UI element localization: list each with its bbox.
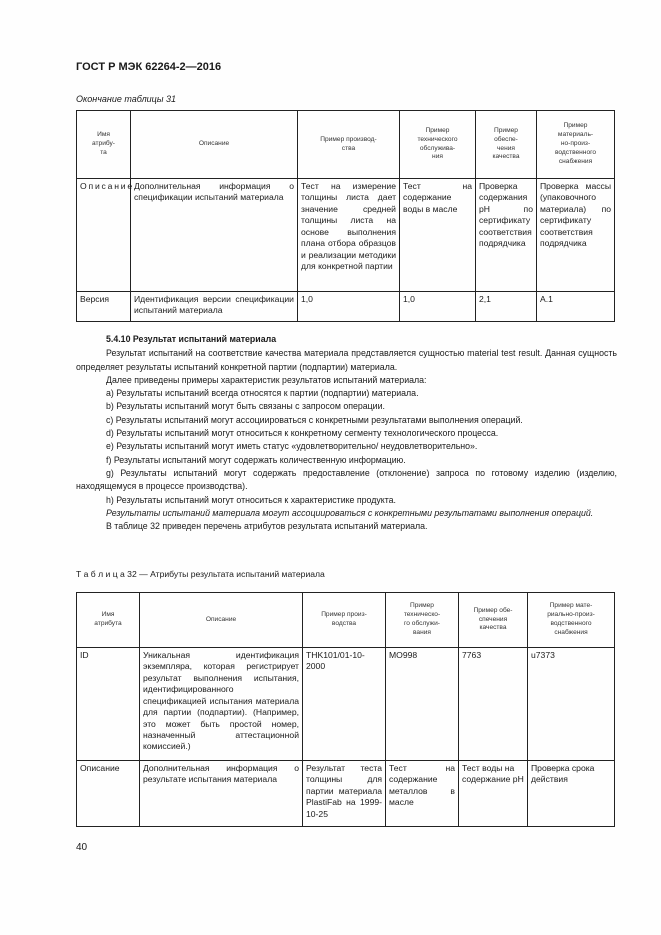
- table31-header-description: Описание: [131, 111, 298, 179]
- list-item: e) Результаты испытаний могут иметь статус «удовлетворительно/ неудовлетворительно».: [106, 441, 478, 452]
- list-item: g) Результаты испытаний могут содержать предоставление (отклонение) запроса по готовому изделию (изделию, находящемуся в процессе производства).: [76, 467, 617, 492]
- cell-description: Уникальная идентификация экземпляра, которая регистрирует результат выполнения испытания, идентифицированного спецификацией испытания материала для партии (подпартии). (Например, это может быть простой номер, назначенный аттестационной комиссией.): [140, 648, 303, 761]
- cell-name: Версия: [77, 292, 131, 322]
- cell-name: Описание: [77, 179, 131, 292]
- list-item: a) Результаты испытаний всегда относятся к партии (подпартии) материала.: [106, 388, 419, 399]
- table32-caption: Т а б л и ц а 32 — Атрибуты результата испытаний материала: [76, 569, 325, 579]
- cell-description: Дополнительная информация о результате испытания материала: [140, 761, 303, 827]
- cell-maintenance: 1,0: [400, 292, 476, 322]
- cell-inventory: Проверка массы (упаковочного материала) по сертификату соответствия подрядчика: [537, 179, 615, 292]
- list-item: h) Результаты испытаний могут относиться к характеристике продукта.: [106, 494, 396, 505]
- document-header: ГОСТ Р МЭК 62264-2—2016: [76, 61, 222, 73]
- table-row: [77, 761, 615, 827]
- section-body: [76, 333, 617, 533]
- paragraph: Результат испытаний на соответствие качества материала представляется сущностью material test result. Данная сущность определяет результаты испытаний конкретной партии (подпартии) материала.: [76, 348, 617, 372]
- table31-header-inventory: Пример материаль- но-произ- водственного снабжения: [537, 111, 615, 179]
- table-row: [77, 648, 615, 761]
- cell-production: Результат теста толщины для партии материала PlastiFab на 1999-10-25: [303, 761, 386, 827]
- cell-production: Тест на измерение толщины листа дает значение средней толщины листа на основе выполнения плана отбора образцов и реализации методики для конкретной партии: [298, 179, 400, 292]
- cell-maintenance: Тест на содержание металлов в масле: [386, 761, 459, 827]
- cell-inventory: u7373: [528, 648, 615, 761]
- table31-header-production: Пример производ- ства: [298, 111, 400, 179]
- cell-quality: 2,1: [476, 292, 537, 322]
- cell-inventory: А.1: [537, 292, 615, 322]
- paragraph: В таблице 32 приведен перечень атрибутов результата испытаний материала.: [106, 521, 428, 532]
- cell-name: ID: [77, 648, 140, 761]
- cell-quality: Проверка содержания pH по сертификату соответствия подрядчика: [476, 179, 537, 292]
- paragraph: Результаты испытаний материала могут ассоциироваться с конкретными результатами выполнения операций.: [106, 507, 594, 518]
- table32-header-quality: Пример обе- спечения качества: [459, 593, 528, 648]
- list-item: d) Результаты испытаний могут относиться к конкретному сегменту технологического процесса.: [106, 428, 499, 439]
- table32-header-description: Описание: [140, 593, 303, 648]
- table-32: [76, 592, 615, 827]
- cell-inventory: Проверка срока действия: [528, 761, 615, 827]
- section-heading: 5.4.10 Результат испытаний материала: [106, 334, 277, 344]
- table32-header-production: Пример произ- водства: [303, 593, 386, 648]
- table31-header-maintenance: Пример технического обслужива- ния: [400, 111, 476, 179]
- list-item: f) Результаты испытаний могут содержать количественную информацию.: [106, 454, 406, 465]
- table32-header-inventory: Пример мате- риально-произ- водственного снабжения: [528, 593, 615, 648]
- table-31: [76, 110, 615, 322]
- cell-production: THK101/01-10-2000: [303, 648, 386, 761]
- cell-maintenance: MO998: [386, 648, 459, 761]
- cell-description: Идентификация версии спецификации испытаний материала: [131, 292, 298, 322]
- table-row: [77, 179, 615, 292]
- page-number: 40: [76, 842, 88, 853]
- cell-name: Описание: [77, 761, 140, 827]
- cell-production: 1,0: [298, 292, 400, 322]
- cell-quality: 7763: [459, 648, 528, 761]
- cell-quality: Тест воды на содержание pH: [459, 761, 528, 827]
- table31-header-name: Имя атрибу- та: [77, 111, 131, 179]
- table31-caption: Окончание таблицы 31: [76, 94, 176, 104]
- cell-description: Дополнительная информация о спецификации испытаний материала: [131, 179, 298, 292]
- list-item: c) Результаты испытаний могут ассоциироваться с конкретными результатами выполнения операций.: [106, 414, 523, 425]
- table31-header-quality: Пример обеспе- чения качества: [476, 111, 537, 179]
- paragraph: Далее приведены примеры характеристик результатов испытаний материала:: [106, 374, 427, 385]
- table31-header-row: [77, 111, 615, 179]
- table-row: [77, 292, 615, 322]
- table32-header-name: Имя атрибута: [77, 593, 140, 648]
- cell-maintenance: Тест на содержание воды в масле: [400, 179, 476, 292]
- table32-header-row: [77, 593, 615, 648]
- table32-header-maintenance: Пример техническо- го обслужи- вания: [386, 593, 459, 648]
- list-item: b) Результаты испытаний могут быть связаны с запросом операции.: [106, 401, 385, 412]
